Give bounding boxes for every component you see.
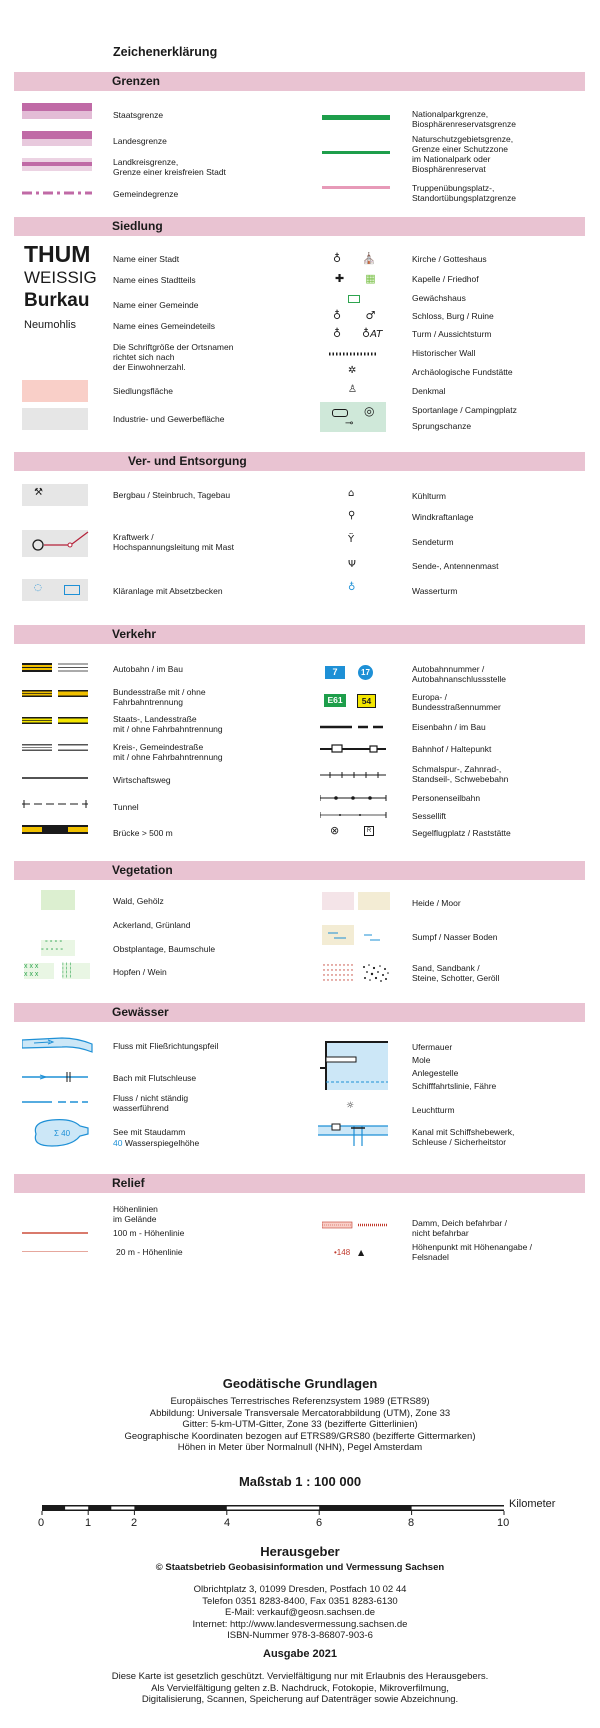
section-title: Siedlung xyxy=(112,219,163,233)
ruin-icon: ♂ xyxy=(365,309,376,322)
legend-autobahnnummer: Autobahnnummer / Autobahnanschlussstelle xyxy=(412,664,507,684)
hops-swatch: x x x x x x xyxy=(24,963,54,979)
protected-border-symbols xyxy=(322,110,392,192)
legend-schifffahrtslinie: Schifffahrtslinie, Fähre xyxy=(412,1081,497,1091)
edition-label: Ausgabe 2021 xyxy=(263,1648,337,1660)
tower-abbrev: AT xyxy=(370,329,383,340)
sports-area-swatch xyxy=(320,402,386,432)
legend-denkmal: Denkmal xyxy=(412,386,446,396)
glider-airfield-icon: ⊗ xyxy=(330,824,340,837)
settlement-area-swatch xyxy=(22,380,88,402)
cooling-tower-icon: ⌂ xyxy=(348,488,355,499)
contour-100m-line xyxy=(22,1232,88,1234)
copyright-notice: Diese Karte ist gesetzlich geschützt. Vervielfältigung nur mit Erlaubnis des Herausgebers. Als Vervielfältigung gelten z.B. Nachdruck, Fotokopie, Mikroverfilmung, Digitalisierung, Scannen, Speicherung auf Datenträger sowie Abzeichnung. xyxy=(111,1671,489,1705)
wet-ground-icon xyxy=(362,932,390,944)
scale-title: Maßstab 1 : 100 000 xyxy=(238,1474,362,1489)
industrial-area-swatch xyxy=(22,408,88,430)
section-title: Relief xyxy=(112,1176,145,1190)
legend-truppenuebungsplatz: Truppenübungsplatz-, Standortübungsplatzgrenze xyxy=(412,183,516,203)
power-line-icon xyxy=(30,528,90,558)
historic-wall-icon xyxy=(329,350,379,358)
section-header-verkehr xyxy=(14,625,585,644)
section-header-siedlung xyxy=(14,217,585,236)
legend-archaeologie: Archäologische Fundstätte xyxy=(412,367,513,377)
scale-tick: 0 xyxy=(38,1517,45,1529)
mining-icon: ⚒ xyxy=(34,487,43,498)
legend-gewaechshaus: Gewächshaus xyxy=(412,293,466,303)
legend-klaeranlage: Kläranlage mit Absetzbecken xyxy=(113,586,223,596)
section-header-gewaesser xyxy=(14,1003,585,1022)
monument-icon: ♙ xyxy=(348,384,357,395)
legend-sprungschanze: Sprungschanze xyxy=(412,421,472,431)
legend-hoehenpunkt: Höhenpunkt mit Höhenangabe / Felsnadel xyxy=(412,1242,533,1262)
church-icon: ♁ ⛪ xyxy=(333,252,376,265)
section-header-relief xyxy=(14,1174,585,1193)
scale-tick: 4 xyxy=(224,1517,231,1529)
camping-icon: ◎ xyxy=(364,404,375,418)
greenhouse-icon xyxy=(348,295,360,303)
wind-turbine-icon: ⚲ xyxy=(348,510,356,521)
legend-heide: Heide / Moor xyxy=(412,898,461,908)
scale-tick: 8 xyxy=(408,1517,415,1529)
legend-obstplantage: Obstplantage, Baumschule xyxy=(113,944,216,954)
legend-bruecke: Brücke > 500 m xyxy=(113,828,173,838)
scale-tick: 10 xyxy=(497,1517,510,1529)
section-title: Gewässer xyxy=(112,1005,169,1019)
section-title: Vegetation xyxy=(112,863,173,877)
section-title: Ver- und Entsorgung xyxy=(128,454,247,468)
legend-sessellift: Sessellift xyxy=(412,811,447,821)
legend-europastrasse: Europa- / Bundesstraßennummer xyxy=(412,692,501,712)
legend-ackerland: Ackerland, Grünland xyxy=(113,920,191,930)
legend-bundesstrasse: Bundesstraße mit / ohne Fahrbahntrennung xyxy=(113,687,206,707)
dam-symbols xyxy=(322,1220,392,1230)
legend-windkraftanlage: Windkraftanlage xyxy=(412,512,474,522)
section-title: Grenzen xyxy=(112,74,161,88)
spot-height-label: •148 xyxy=(334,1248,351,1257)
legend-kreisstrasse: Kreis-, Gemeindestraße mit / ohne Fahrbahntrennung xyxy=(113,742,223,762)
settling-tank-icon xyxy=(64,585,80,595)
mining-swatch xyxy=(22,484,88,506)
section-header-grenzen xyxy=(14,72,585,91)
legend-leuchtturm: Leuchtturm xyxy=(412,1105,455,1115)
motorway-number-badge: 7 xyxy=(325,666,345,679)
legend-mole: Mole xyxy=(412,1055,431,1065)
water-tower-icon: ♁ xyxy=(348,582,356,593)
legend-bergbau: Bergbau / Steinbruch, Tagebau xyxy=(113,490,231,500)
scale-tick: 2 xyxy=(131,1517,138,1529)
legend-eisenbahn: Eisenbahn / im Bau xyxy=(412,722,486,732)
legend-fluss-nicht-staendig: Fluss / nicht ständig wasserführend xyxy=(113,1093,189,1113)
legend-kirche: Kirche / Gotteshaus xyxy=(412,254,487,264)
archaeological-site-icon: ✲ xyxy=(348,365,357,376)
heath-swatch xyxy=(322,892,354,910)
legend-lake-level xyxy=(113,1138,199,1148)
chapel-icon: ✚ ▦ xyxy=(335,272,376,285)
legend-sendeturm: Sendeturm xyxy=(412,537,454,547)
legend-kanal: Kanal mit Schiffshebewerk, Schleuse / Sicherheitstor xyxy=(412,1127,515,1147)
legend-bahnhof: Bahnhof / Haltepunkt xyxy=(412,744,492,754)
legend-historischer-wall: Historischer Wall xyxy=(412,348,476,358)
legend-kapelle: Kapelle / Friedhof xyxy=(412,274,479,284)
moor-swatch xyxy=(358,892,390,910)
rail-symbols xyxy=(320,720,390,830)
section-header-versorgung xyxy=(14,452,585,471)
sewage-icon: ◌ xyxy=(34,583,42,593)
sample-district-name: WEISSIG xyxy=(24,268,97,287)
svg-text:☼: ☼ xyxy=(346,1101,355,1111)
road-symbols xyxy=(22,660,92,840)
swamp-swatch xyxy=(322,925,354,945)
geodesy-text: Europäisches Terrestrisches Referenzsystem 1989 (ETRS89) Abbildung: Universale Transversale Mercatorabbildung (UTM), Zone 33 Gitter: 5-km-UTM-Gitter, Zone 33 (bezifferte Gitterlinien) Geographische Koordinaten bezogen auf ETRS89/GRS80 (bezifferte Gittermarken) Höhen in Meter über Normalnull (NHN), Pegel Amsterdam xyxy=(124,1396,476,1453)
section-title: Verkehr xyxy=(112,627,157,641)
harbour-symbols xyxy=(318,1040,390,1152)
legend-hopfen: Hopfen / Wein xyxy=(113,967,167,977)
contour-20m-line xyxy=(22,1251,88,1252)
legend-personenseilbahn: Personenseilbahn xyxy=(412,793,481,803)
legend-damm: Damm, Deich befahrbar / nicht befahrbar xyxy=(412,1218,507,1238)
legend-gemeindegrenze: Gemeindegrenze xyxy=(113,189,179,199)
legend-wald: Wald, Gehölz xyxy=(113,896,164,906)
scale-tick: 1 xyxy=(85,1517,92,1529)
publisher-title: Herausgeber xyxy=(260,1544,340,1559)
motorway-junction-badge: 17 xyxy=(358,665,373,680)
broadcast-tower-icon: Ÿ xyxy=(348,534,355,545)
rest-area-icon: R xyxy=(364,826,374,836)
legend-wasserturm: Wasserturm xyxy=(412,586,458,596)
geodesy-title: Geodätische Grundlagen xyxy=(222,1376,378,1391)
legend-turm: Turm / Aussichtsturm xyxy=(412,329,492,339)
legend-sportanlage: Sportanlage / Campingplatz xyxy=(412,405,517,415)
sports-field-icon xyxy=(332,409,348,417)
europe-road-badge: E61 xyxy=(324,694,346,707)
legend-nationalparkgrenze: Nationalparkgrenze, Biosphärenreservatsgrenze xyxy=(412,109,516,129)
legend-stadtteil: Name eines Stadtteils xyxy=(113,275,196,285)
publisher-address: Olbrichtplatz 3, 01099 Dresden, Postfach 10 02 44 Telefon 0351 8283-8400, Fax 0351 8283-6130 E-Mail: verkauf@geosn.sachsen.de Internet: http://www.landesvermessung.sachsen.de ISBN-Nummer 978-3-86807-903-6 xyxy=(192,1584,408,1641)
legend-landesgrenze: Landesgrenze xyxy=(113,136,167,146)
page-title: Zeichenerklärung xyxy=(113,45,218,59)
legend-see: See mit Staudamm xyxy=(113,1127,186,1137)
vineyard-swatch: ¦ ¦ ¦ ¦ ¦ ¦ xyxy=(62,963,90,979)
legend-landkreisgrenze: Landkreisgrenze, Grenze einer kreisfreien Stadt xyxy=(113,157,226,177)
orchard-swatch: °°°° °°°°° xyxy=(41,940,75,956)
legend-wirtschaftsweg: Wirtschaftsweg xyxy=(113,775,171,785)
sand-gravel-swatch xyxy=(322,963,392,983)
publisher-org: © Staatsbetrieb Geobasisinformation und Vermessung Sachsen xyxy=(155,1562,445,1573)
legend-segelflugplatz: Segelflugplatz / Raststätte xyxy=(412,828,511,838)
legend-fluss: Fluss mit Fließrichtungspfeil xyxy=(113,1041,219,1051)
rock-needle-icon: ▲ xyxy=(358,1248,365,1257)
legend-schloss: Schloss, Burg / Ruine xyxy=(412,311,494,321)
legend-stadt: Name einer Stadt xyxy=(113,254,180,264)
federal-road-badge: 54 xyxy=(357,694,376,708)
svg-text:Σ 40: Σ 40 xyxy=(54,1129,71,1138)
legend-100m: 100 m - Höhenlinie xyxy=(113,1228,185,1238)
cemetery-icon: ▦ xyxy=(365,272,376,285)
legend-anlegestelle: Anlegestelle xyxy=(412,1068,459,1078)
forest-swatch xyxy=(41,890,75,910)
legend-sand: Sand, Sandbank / Steine, Schotter, Geröll xyxy=(412,963,500,983)
legend-autobahn: Autobahn / im Bau xyxy=(113,664,183,674)
legend-ufermauer: Ufermauer xyxy=(412,1042,453,1052)
sample-city-name: THUM xyxy=(24,241,91,267)
sample-locality-name: Neumohlis xyxy=(24,319,76,331)
legend-bach: Bach mit Flutschleuse xyxy=(113,1073,197,1083)
lake-level-value: 40 xyxy=(113,1138,123,1148)
legend-staatsstrasse: Staats-, Landesstraße mit / ohne Fahrbahntrennung xyxy=(113,714,223,734)
legend-sumpf: Sumpf / Nasser Boden xyxy=(412,932,498,942)
legend-siedlungsflaeche: Siedlungsfläche xyxy=(113,386,174,396)
sewage-plant-swatch xyxy=(22,579,88,601)
legend-schmalspur: Schmalspur-, Zahnrad-, Standseil-, Schwebebahn xyxy=(412,764,509,784)
legend-gemeindeteil: Name eines Gemeindeteils xyxy=(113,321,216,331)
legend-kuehlturm: Kühlturm xyxy=(412,491,447,501)
border-symbols xyxy=(22,103,94,203)
legend-tunnel: Tunnel xyxy=(113,802,139,812)
tower-icon: ♁ ♁AT xyxy=(333,327,383,340)
section-header-vegetation xyxy=(14,861,585,880)
scale-tick: 6 xyxy=(316,1517,323,1529)
legend-kraftwerk: Kraftwerk / Hochspannungsleitung mit Mast xyxy=(113,532,234,552)
legend-antennenmast: Sende-, Antennenmast xyxy=(412,561,499,571)
legend-schriftgroesse-note: Die Schriftgröße der Ortsnamen richtet sich nach der Einwohnerzahl. xyxy=(113,342,234,372)
water-symbols xyxy=(22,1034,94,1154)
castle-icon: ♁ ♂ xyxy=(333,309,376,322)
ski-jump-icon: ⊸ xyxy=(345,418,354,429)
legend-industrieflaeche: Industrie- und Gewerbefläche xyxy=(113,414,225,424)
legend-staatsgrenze: Staatsgrenze xyxy=(113,110,164,120)
legend-hoehenlinien: Höhenlinien im Gelände xyxy=(113,1204,158,1224)
legend-naturschutzgebietsgrenze: Naturschutzgebietsgrenze, Grenze einer Schutzzone im Nationalpark oder Biosphärenreservat xyxy=(412,134,514,174)
scale-unit: Kilometer xyxy=(509,1498,556,1510)
antenna-mast-icon: Ψ xyxy=(348,559,356,570)
legend-20m: 20 m - Höhenlinie xyxy=(116,1247,183,1257)
legend-gemeinde: Name einer Gemeinde xyxy=(113,300,199,310)
sample-municipality-name: Burkau xyxy=(24,290,90,311)
lake-level-note: Wasserspiegelhöhe xyxy=(124,1138,200,1148)
